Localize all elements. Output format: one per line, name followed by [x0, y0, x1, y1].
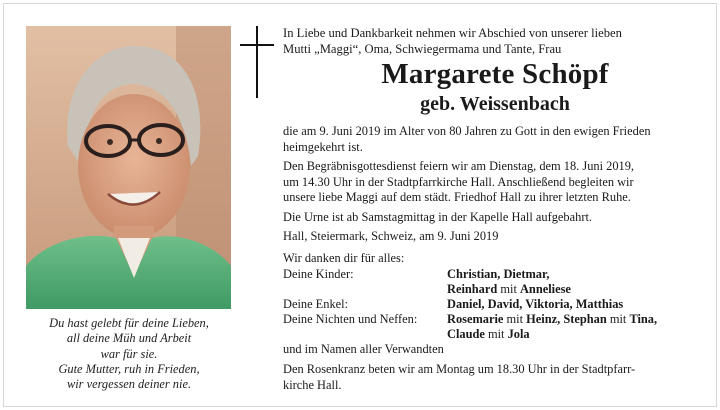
verse-line: war für sie.	[100, 346, 158, 361]
intro-line: Mutti „Maggi“, Oma, Schwiegermama und Tante, Frau	[283, 41, 562, 56]
funeral-line: um 14.30 Uhr in der Stadtpfarrkirche Hall. Anschließend begleiten wir	[283, 174, 634, 189]
funeral-line: unsere liebe Maggi auf dem städt. Friedhof Hall zu ihrer letzten Ruhe.	[283, 190, 631, 205]
children-names	[447, 267, 549, 283]
verse-line: Du hast gelebt für deine Lieben,	[49, 316, 209, 330]
verse-line: wir vergessen deiner nie.	[66, 377, 192, 392]
thanks-line: Wir danken dir für alles:	[283, 251, 405, 265]
deceased-name: Margarete Schöpf	[381, 58, 609, 90]
niece-name: Claude	[447, 327, 485, 341]
mit-word: mit	[503, 312, 527, 326]
portrait-illustration	[26, 26, 231, 309]
children-names-2	[447, 282, 571, 298]
children-label: Deine Kinder:	[283, 267, 354, 281]
nieces-names-2	[447, 327, 530, 343]
memorial-verse	[22, 316, 236, 392]
verse-line: all deine Müh und Arbeit	[66, 331, 192, 346]
mit-word: mit	[497, 282, 520, 296]
grandchildren-names	[447, 297, 623, 313]
mit-word: mit	[484, 327, 508, 341]
niece-name: Jola	[507, 327, 530, 341]
funeral-paragraph	[283, 159, 634, 206]
niece-name: Rosemarie	[447, 312, 504, 326]
niece-name: Heinz, Stephan	[526, 312, 607, 326]
funeral-line: Den Begräbnisgottesdienst feiern wir am Dienstag, dem 18. Juni 2019,	[283, 159, 634, 173]
intro-text	[283, 26, 703, 58]
grandchildren-label: Deine Enkel:	[283, 297, 349, 311]
child-name: Reinhard	[447, 282, 498, 296]
partner-name: Anneliese	[519, 282, 571, 296]
urn-paragraph: Die Urne ist ab Samstagmittag in der Kapelle Hall aufgebahrt.	[283, 210, 592, 224]
rosary-paragraph	[283, 362, 635, 393]
grandchildren-list: Daniel, David, Viktoria, Matthias	[447, 297, 624, 311]
niece-name: Tina,	[629, 312, 658, 326]
portrait-photo	[26, 26, 231, 309]
rosary-line: kirche Hall.	[283, 377, 342, 392]
maiden-name: geb. Weissenbach	[420, 93, 570, 115]
all-relatives-line: und im Namen aller Verwandten	[283, 342, 444, 356]
rosary-line: Den Rosenkranz beten wir am Montag um 18.30 Uhr in der Stadtpfarr-	[283, 362, 636, 376]
verse-line: Gute Mutter, ruh in Frieden,	[58, 361, 200, 376]
nieces-names	[447, 312, 657, 328]
intro-line: In Liebe und Dankbarkeit nehmen wir Abschied von unserer lieben	[283, 26, 622, 40]
place-date: Hall, Steiermark, Schweiz, am 9. Juni 2019	[283, 229, 499, 243]
death-paragraph	[283, 124, 651, 155]
children-names-1: Christian, Dietmar,	[447, 267, 550, 281]
death-line: die am 9. Juni 2019 im Alter von 80 Jahren zu Gott in den ewigen Frieden	[283, 124, 651, 138]
death-line: heimgekehrt ist.	[283, 139, 363, 154]
nieces-label: Deine Nichten und Neffen:	[283, 312, 418, 326]
cross-icon	[240, 26, 274, 98]
mit-word: mit	[606, 312, 630, 326]
